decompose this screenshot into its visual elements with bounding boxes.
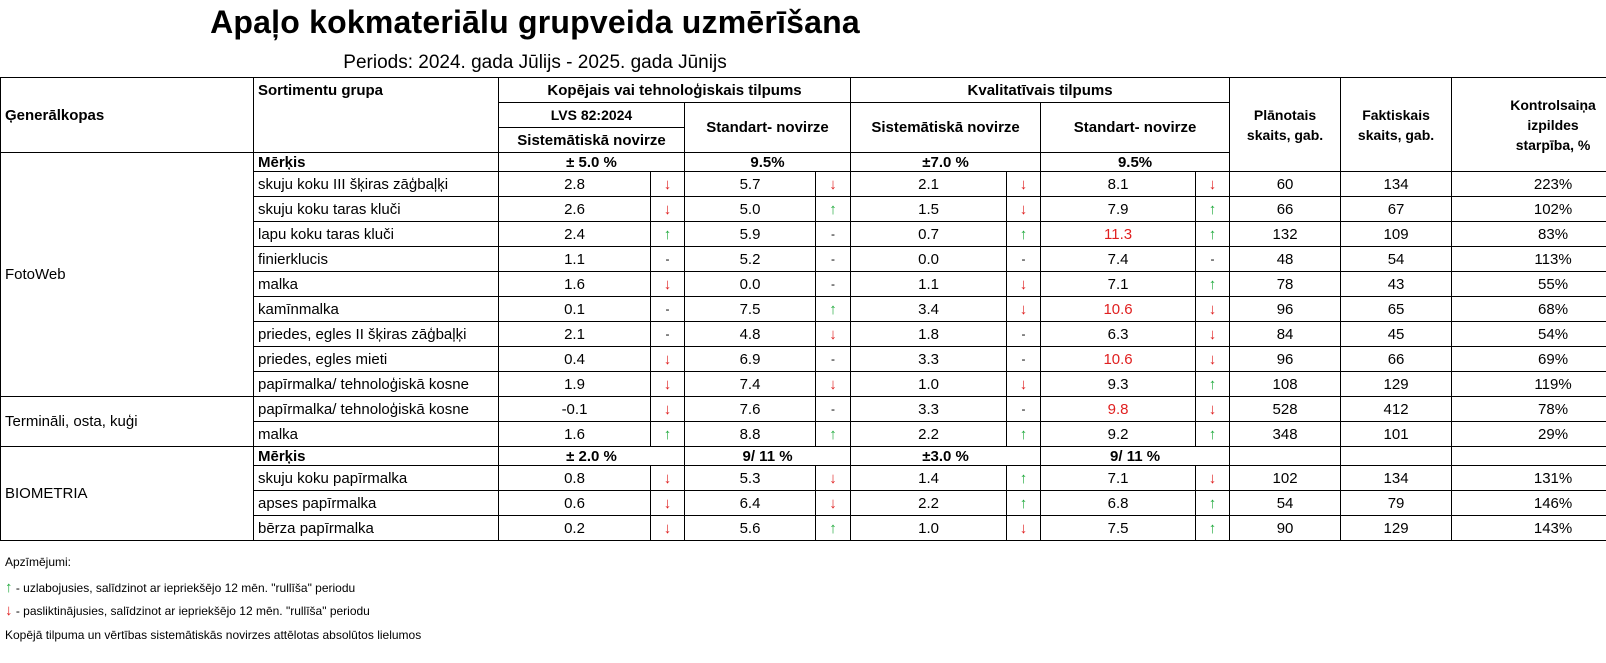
arrow-down-icon: ↓ [651,197,685,222]
value-kontrolsaina: 78% [1452,397,1606,422]
arrow-down-icon: ↓ [1007,172,1041,197]
value-kopejais-standart: 7.5 [685,297,816,322]
dash-cell: - [1007,397,1041,422]
dash-cell: - [651,297,685,322]
arrow-up-icon: ↑ [816,516,851,541]
value-faktiskais: 134 [1341,466,1452,491]
value-kvalitativais-standart: 7.1 [1041,272,1196,297]
arrow-down-icon: ↓ [816,322,851,347]
header-sortimentu-grupa: Sortimentu grupa [254,78,499,153]
value-faktiskais: 79 [1341,491,1452,516]
value-kopejais-sistematiska: 1.1 [499,247,651,272]
arrow-down-icon: ↓ [651,272,685,297]
sortiment-name: papīrmalka/ tehnoloģiskā kosne [254,397,499,422]
value-kvalitativais-sistematiska: 2.2 [851,491,1007,516]
arrow-up-icon: ↑ [1007,222,1041,247]
sortiment-name: kamīnmalka [254,297,499,322]
value-kvalitativais-sistematiska: 1.0 [851,516,1007,541]
value-kopejais-standart: 5.2 [685,247,816,272]
value-kvalitativais-standart: 6.3 [1041,322,1196,347]
value-kvalitativais-sistematiska: 3.3 [851,397,1007,422]
arrow-down-icon: ↓ [816,466,851,491]
goal-value: 9/ 11 % [1041,447,1230,466]
value-kopejais-sistematiska: 0.6 [499,491,651,516]
header-faktiskais-line1: Faktiskais [1362,106,1430,123]
value-kopejais-sistematiska: 2.6 [499,197,651,222]
value-kopejais-standart: 7.4 [685,372,816,397]
value-kontrolsaina: 119% [1452,372,1606,397]
sortiment-name: priedes, egles II šķiras zāģbaļķi [254,322,499,347]
value-planotais: 132 [1230,222,1341,247]
value-kontrolsaina: 146% [1452,491,1606,516]
header-kopejais: Kopējais vai tehnoloģiskais tilpums [499,78,851,103]
arrow-down-icon: ↓ [1196,397,1230,422]
value-kopejais-standart: 7.6 [685,397,816,422]
arrow-down-icon: ↓ [1007,297,1041,322]
value-kontrolsaina: 68% [1452,297,1606,322]
value-kvalitativais-standart: 7.1 [1041,466,1196,491]
goal-value: ± 5.0 % [499,153,685,172]
value-kontrolsaina: 131% [1452,466,1606,491]
value-kvalitativais-standart: 9.2 [1041,422,1196,447]
header-kvalitativais: Kvalitatīvais tilpums [851,78,1230,103]
value-kontrolsaina: 83% [1452,222,1606,247]
dash-cell: - [816,347,851,372]
group-terminali: Termināli, osta, kuģi [1,397,254,447]
arrow-down-icon: ↓ [816,172,851,197]
dash-cell: - [1196,247,1230,272]
header-kontrol-line2: izpildes [1527,116,1579,133]
value-kvalitativais-sistematiska: 2.2 [851,422,1007,447]
value-kvalitativais-standart: 6.8 [1041,491,1196,516]
value-kvalitativais-sistematiska: 1.8 [851,322,1007,347]
arrow-down-icon: ↓ [651,347,685,372]
arrow-up-icon: ↑ [1196,222,1230,247]
arrow-down-icon: ↓ [1007,272,1041,297]
empty-cell [1230,447,1341,466]
arrow-down-icon: ↓ [651,466,685,491]
dash-cell: - [816,397,851,422]
arrow-up-icon: ↑ [1196,372,1230,397]
dash-cell: - [1007,322,1041,347]
goal-value: ± 2.0 % [499,447,685,466]
value-planotais: 528 [1230,397,1341,422]
value-kopejais-sistematiska: 2.8 [499,172,651,197]
goal-label: Mērķis [254,447,499,466]
sortiment-name: finierklucis [254,247,499,272]
arrow-up-icon: ↑ [1196,491,1230,516]
value-faktiskais: 43 [1341,272,1452,297]
value-kvalitativais-sistematiska: 2.1 [851,172,1007,197]
value-kopejais-standart: 6.4 [685,491,816,516]
arrow-down-icon: ↓ [1007,516,1041,541]
page-title: Apaļo kokmateriālu grupveida uzmērīšana [210,4,860,40]
value-kopejais-standart: 0.0 [685,272,816,297]
legend-note: Kopējā tilpuma un vērtības sistemātiskās novirzes attēlotas absolūtos lielumos [5,628,422,642]
value-kvalitativais-standart: 8.1 [1041,172,1196,197]
goal-value: 9.5% [685,153,851,172]
arrow-down-icon: ↓ [816,372,851,397]
goal-label: Mērķis [254,153,499,172]
page-subtitle: Periods: 2024. gada Jūlijs - 2025. gada Jūnijs [343,52,727,73]
dash-cell: - [816,222,851,247]
sortiment-name: skuju koku taras kluči [254,197,499,222]
header-kontrol-line1: Kontrolsaiņa [1510,96,1596,113]
value-kontrolsaina: 102% [1452,197,1606,222]
header-faktiskais-line2: skaits, gab. [1357,126,1435,143]
value-planotais: 78 [1230,272,1341,297]
header-planotais-line2: skaits, gab. [1246,126,1324,143]
value-faktiskais: 45 [1341,322,1452,347]
arrow-up-icon: ↑ [1196,422,1230,447]
sortiment-name: malka [254,422,499,447]
arrow-down-icon: ↓ [1196,466,1230,491]
value-planotais: 348 [1230,422,1341,447]
value-planotais: 60 [1230,172,1341,197]
goal-row [1,447,1606,466]
arrow-up-icon: ↑ [651,422,685,447]
header-faktiskais [1341,78,1452,172]
header-lvs: LVS 82:2024 [499,103,685,128]
value-planotais: 90 [1230,516,1341,541]
value-kontrolsaina: 223% [1452,172,1606,197]
value-kopejais-standart: 4.8 [685,322,816,347]
header-kontrol-line3: starpība, % [1515,136,1591,153]
value-kvalitativais-sistematiska: 3.4 [851,297,1007,322]
value-faktiskais: 54 [1341,247,1452,272]
value-kopejais-sistematiska: 0.2 [499,516,651,541]
value-kopejais-sistematiska: 1.6 [499,272,651,297]
arrow-down-icon: ↓ [1196,297,1230,322]
value-faktiskais: 134 [1341,172,1452,197]
value-kopejais-standart: 5.3 [685,466,816,491]
value-kvalitativais-standart: 11.3 [1041,222,1196,247]
sortiment-name: skuju koku papīrmalka [254,466,499,491]
value-kvalitativais-standart: 10.6 [1041,297,1196,322]
value-kontrolsaina: 113% [1452,247,1606,272]
arrow-down-icon: ↓ [651,397,685,422]
legend-down-text: - pasliktinājusies, salīdzinot ar iepriekšējo 12 mēn. "rullīša" periodu [12,604,370,618]
arrow-up-icon: ↑ [651,222,685,247]
value-planotais: 48 [1230,247,1341,272]
legend-up-text: - uzlabojusies, salīdzinot ar iepriekšējo 12 mēn. "rullīša" periodu [12,581,356,595]
legend-title: Apzīmējumi: [5,555,72,569]
sortiment-name: priedes, egles mieti [254,347,499,372]
value-kvalitativais-sistematiska: 1.4 [851,466,1007,491]
header-planotais-line1: Plānotais [1253,106,1317,123]
value-kvalitativais-standart: 7.4 [1041,247,1196,272]
arrow-up-icon: ↑ [816,422,851,447]
value-kontrolsaina: 54% [1452,322,1606,347]
dash-cell: - [651,322,685,347]
arrow-down-icon: ↓ [651,516,685,541]
arrow-up-icon: ↑ [1007,466,1041,491]
dash-cell: - [1007,347,1041,372]
value-planotais: 96 [1230,297,1341,322]
value-faktiskais: 129 [1341,516,1452,541]
value-planotais: 102 [1230,466,1341,491]
goal-value: ±3.0 % [851,447,1041,466]
value-faktiskais: 66 [1341,347,1452,372]
value-kopejais-standart: 5.9 [685,222,816,247]
sortiment-name: malka [254,272,499,297]
header-sistematiska-2: Sistemātiskā novirze [851,103,1041,153]
goal-value: 9.5% [1041,153,1230,172]
measurement-table [0,77,1606,541]
goal-value: 9/ 11 % [685,447,851,466]
value-kontrolsaina: 69% [1452,347,1606,372]
value-planotais: 108 [1230,372,1341,397]
value-kopejais-sistematiska: 2.1 [499,322,651,347]
value-kvalitativais-sistematiska: 3.3 [851,347,1007,372]
value-faktiskais: 109 [1341,222,1452,247]
arrow-down-icon: ↓ [1007,197,1041,222]
legend-up [5,579,355,596]
value-kopejais-sistematiska: 2.4 [499,222,651,247]
header-planotais [1230,78,1341,172]
value-kvalitativais-standart: 10.6 [1041,347,1196,372]
sortiment-name: papīrmalka/ tehnoloģiskā kosne [254,372,499,397]
arrow-down-icon: ↓ [651,372,685,397]
value-faktiskais: 67 [1341,197,1452,222]
value-kontrolsaina: 143% [1452,516,1606,541]
value-faktiskais: 101 [1341,422,1452,447]
arrow-down-icon: ↓ [1007,372,1041,397]
value-kopejais-sistematiska: 0.4 [499,347,651,372]
group-biometria: BIOMETRIA [1,447,254,541]
sortiment-name: lapu koku taras kluči [254,222,499,247]
dash-cell: - [816,272,851,297]
value-faktiskais: 412 [1341,397,1452,422]
arrow-up-icon: ↑ [5,579,13,596]
value-kvalitativais-standart: 7.9 [1041,197,1196,222]
arrow-up-icon: ↑ [1007,491,1041,516]
value-planotais: 96 [1230,347,1341,372]
value-kopejais-standart: 6.9 [685,347,816,372]
value-kvalitativais-sistematiska: 1.0 [851,372,1007,397]
value-kopejais-standart: 5.6 [685,516,816,541]
header-generalkopas: Ģenerālkopas [1,78,254,153]
sortiment-name: apses papīrmalka [254,491,499,516]
value-kvalitativais-sistematiska: 0.7 [851,222,1007,247]
dash-cell: - [651,247,685,272]
dash-cell: - [1007,247,1041,272]
arrow-down-icon: ↓ [1196,172,1230,197]
value-kopejais-standart: 5.7 [685,172,816,197]
arrow-down-icon: ↓ [1196,322,1230,347]
dash-cell: - [816,247,851,272]
arrow-down-icon: ↓ [1196,347,1230,372]
header-standart-1: Standart- novirze [685,103,851,153]
value-kopejais-standart: 5.0 [685,197,816,222]
goal-value: ±7.0 % [851,153,1041,172]
value-planotais: 54 [1230,491,1341,516]
sortiment-name: bērza papīrmalka [254,516,499,541]
header-kontrolsainas [1452,78,1606,172]
value-faktiskais: 129 [1341,372,1452,397]
value-kvalitativais-sistematiska: 0.0 [851,247,1007,272]
header-standart-2: Standart- novirze [1041,103,1230,153]
table-row [1,397,1606,422]
value-kvalitativais-standart: 9.3 [1041,372,1196,397]
empty-cell [1341,447,1452,466]
value-kvalitativais-sistematiska: 1.1 [851,272,1007,297]
arrow-down-icon: ↓ [5,602,13,619]
value-kopejais-sistematiska: -0.1 [499,397,651,422]
header-sistematiska-1: Sistemātiskā novirze [499,128,685,153]
value-kopejais-standart: 8.8 [685,422,816,447]
value-kopejais-sistematiska: 1.9 [499,372,651,397]
value-kopejais-sistematiska: 1.6 [499,422,651,447]
arrow-up-icon: ↑ [1196,197,1230,222]
value-kvalitativais-sistematiska: 1.5 [851,197,1007,222]
arrow-up-icon: ↑ [1196,272,1230,297]
value-planotais: 84 [1230,322,1341,347]
arrow-down-icon: ↓ [816,491,851,516]
arrow-up-icon: ↑ [1196,516,1230,541]
sortiment-name: skuju koku III šķiras zāģbaļķi [254,172,499,197]
arrow-down-icon: ↓ [651,491,685,516]
group-fotoweb: FotoWeb [1,153,254,397]
arrow-up-icon: ↑ [816,297,851,322]
arrow-up-icon: ↑ [816,197,851,222]
arrow-up-icon: ↑ [1007,422,1041,447]
value-kvalitativais-standart: 9.8 [1041,397,1196,422]
legend-down [5,602,370,619]
arrow-down-icon: ↓ [651,172,685,197]
value-kontrolsaina: 55% [1452,272,1606,297]
empty-cell [1452,447,1606,466]
value-faktiskais: 65 [1341,297,1452,322]
value-kvalitativais-standart: 7.5 [1041,516,1196,541]
value-planotais: 66 [1230,197,1341,222]
value-kopejais-sistematiska: 0.1 [499,297,651,322]
value-kontrolsaina: 29% [1452,422,1606,447]
value-kopejais-sistematiska: 0.8 [499,466,651,491]
